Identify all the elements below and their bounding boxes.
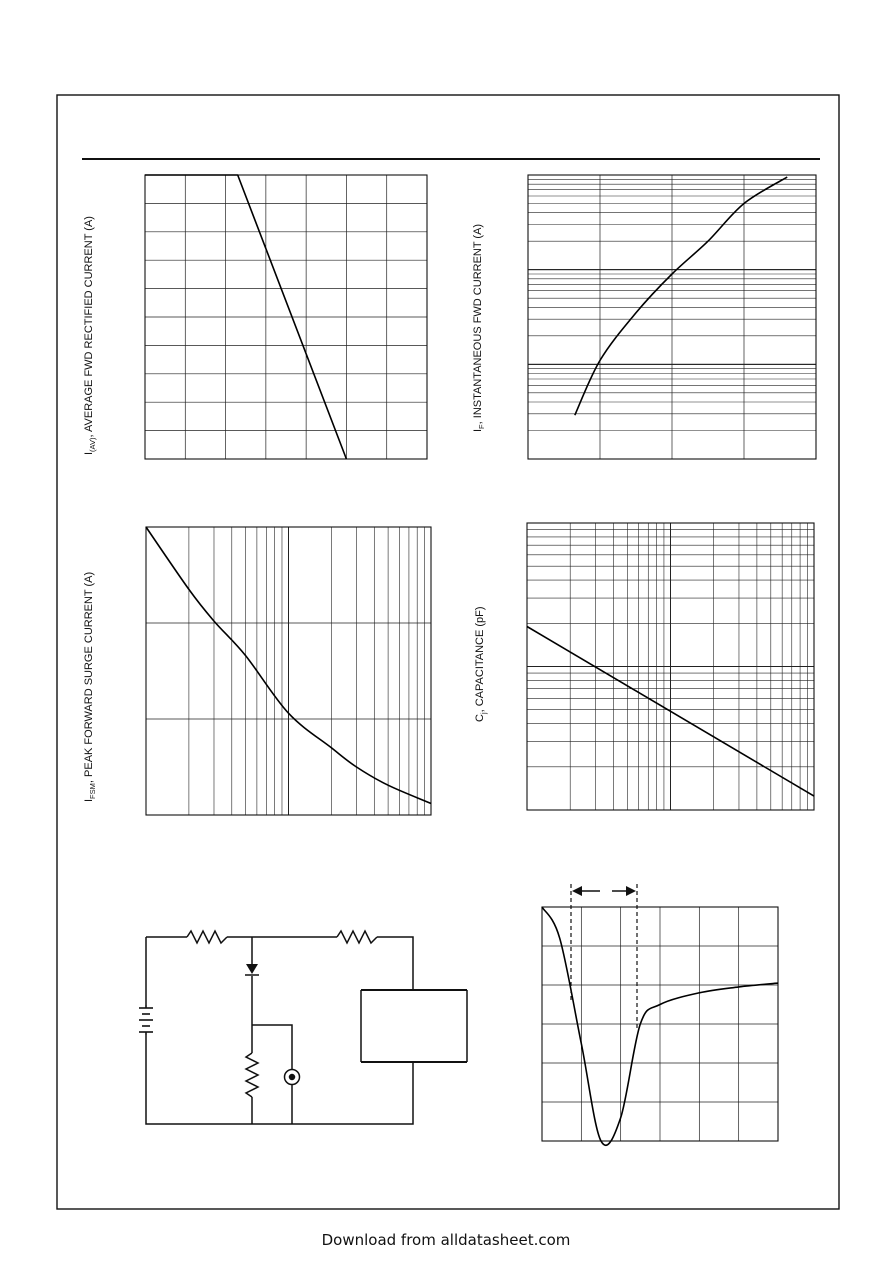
- y-axis-label-capacitance: $C_j$, CAPACITANCE (pF): [474, 606, 488, 722]
- y-axis-label-surge: $I_{FSM}$, PEAK FORWARD SURGE CURRENT (A): [83, 571, 97, 802]
- circuit-wires: [146, 937, 413, 1124]
- grid-lines: [528, 175, 816, 459]
- grid-lines: [146, 527, 431, 815]
- grid-lines: [527, 523, 814, 810]
- surge-current-chart: [146, 527, 431, 815]
- resistor-right: [337, 931, 377, 943]
- resistor-vertical: [246, 1053, 258, 1097]
- diode-icon: [245, 964, 259, 975]
- y-axis-label-forward: $I_F$, INSTANTANEOUS FWD CURRENT (A): [472, 223, 486, 432]
- reverse-recovery-waveform-chart: [542, 907, 778, 1145]
- oscilloscope-box: [361, 990, 467, 1062]
- footer-download-note: Download from alldatasheet.com: [321, 1231, 571, 1249]
- test-circuit-schematic: [139, 931, 467, 1124]
- test-point-icon: [285, 1070, 300, 1085]
- recovery-time-markers: [571, 884, 637, 1030]
- resistor-left: [187, 931, 227, 943]
- capacitance-chart: [527, 523, 814, 810]
- battery-icon: [139, 1005, 153, 1035]
- grid-lines: [145, 175, 427, 459]
- y-axis-label-derating: $I_{(AV)}$, AVERAGE FWD RECTIFIED CURRENT (A): [83, 216, 97, 455]
- page-border: [57, 95, 839, 1209]
- forward-characteristic-chart: [528, 175, 816, 459]
- derating-curve-chart: [145, 175, 427, 459]
